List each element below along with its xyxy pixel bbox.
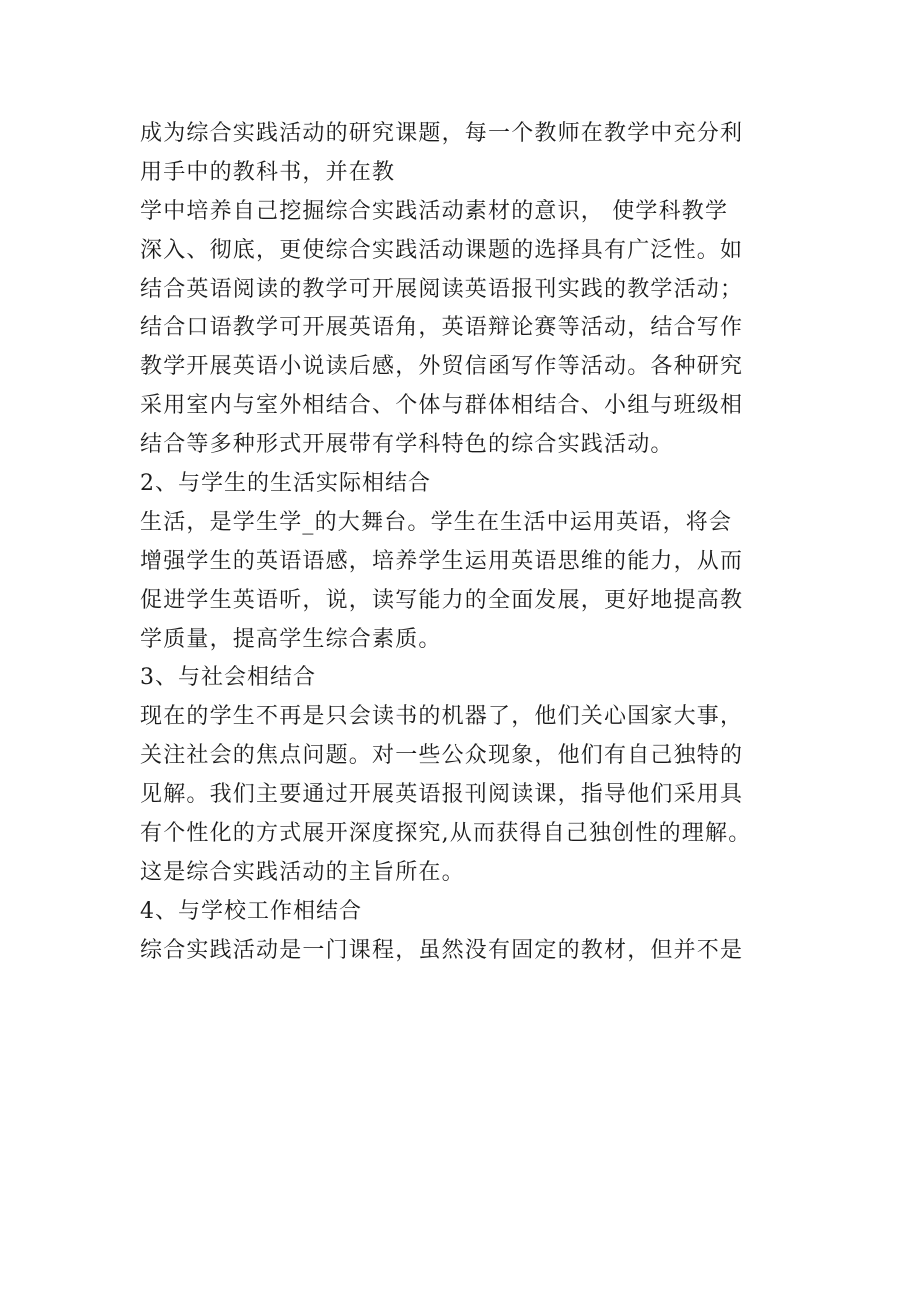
section-heading-3: 3、与社会相结合 <box>140 665 316 691</box>
section-heading-2: 2、与学生的生活实际相结合 <box>140 471 431 497</box>
document-body <box>140 115 800 971</box>
text-line: 成为综合实践活动的研究课题，每一个教师在教学中充分利 <box>140 121 744 146</box>
paragraph-4 <box>140 932 800 971</box>
text-line: 教学开展英语小说读后感，外贸信函写作等活动。各种研究 <box>140 354 744 380</box>
text-line: 促进学生英语听，说，读写能力的全面发展，更好地提高教 <box>140 587 744 613</box>
text-line: 结合英语阅读的教学可开展阅读英语报刊实践的教学活动； <box>140 276 744 302</box>
text-line: 增强学生的英语语感，培养学生运用英语思维的能力，从而 <box>140 548 744 574</box>
text-line: 采用室内与室外相结合、个体与群体相结合、小组与班级相 <box>140 393 744 419</box>
text-line: 用手中的教科书，并在教 <box>140 159 396 185</box>
text-line: 见解。我们主要通过开展英语报刊阅读课，指导他们采用具 <box>140 782 744 808</box>
text-line: 现在的学生不再是只会读书的机器了，他们关心国家大事， <box>140 704 744 730</box>
text-line: 这是综合实践活动的主旨所在。 <box>140 859 465 885</box>
text-line: 学质量，提高学生综合素质。 <box>140 626 442 652</box>
text-line: 综合实践活动是一门课程，虽然没有固定的教材，但并不是 <box>140 937 744 963</box>
paragraph-1 <box>140 115 800 465</box>
text-line: 关注社会的焦点问题。对一些公众现象，他们有自己独特的 <box>140 743 744 769</box>
text-line: 深入、彻底，更使综合实践活动课题的选择具有广泛性。如 <box>140 237 744 263</box>
text-line: 有个性化的方式展开深度探究,从而获得自己独创性的理解。 <box>140 821 752 847</box>
text-line: 学中培养自己挖掘综合实践活动素材的意识， 使学科教学 <box>140 198 729 224</box>
text-line: 结合口语教学可开展英语角，英语辩论赛等活动，结合写作 <box>140 315 744 341</box>
text-line: 结合等多种形式开展带有学科特色的综合实践活动。 <box>140 432 674 458</box>
section-heading-4: 4、与学校工作相结合 <box>140 898 362 924</box>
paragraph-2 <box>140 504 800 660</box>
text-line: 生活，是学生学_的大舞台。学生在生活中运用英语，将会 <box>140 509 733 535</box>
paragraph-3 <box>140 698 800 892</box>
